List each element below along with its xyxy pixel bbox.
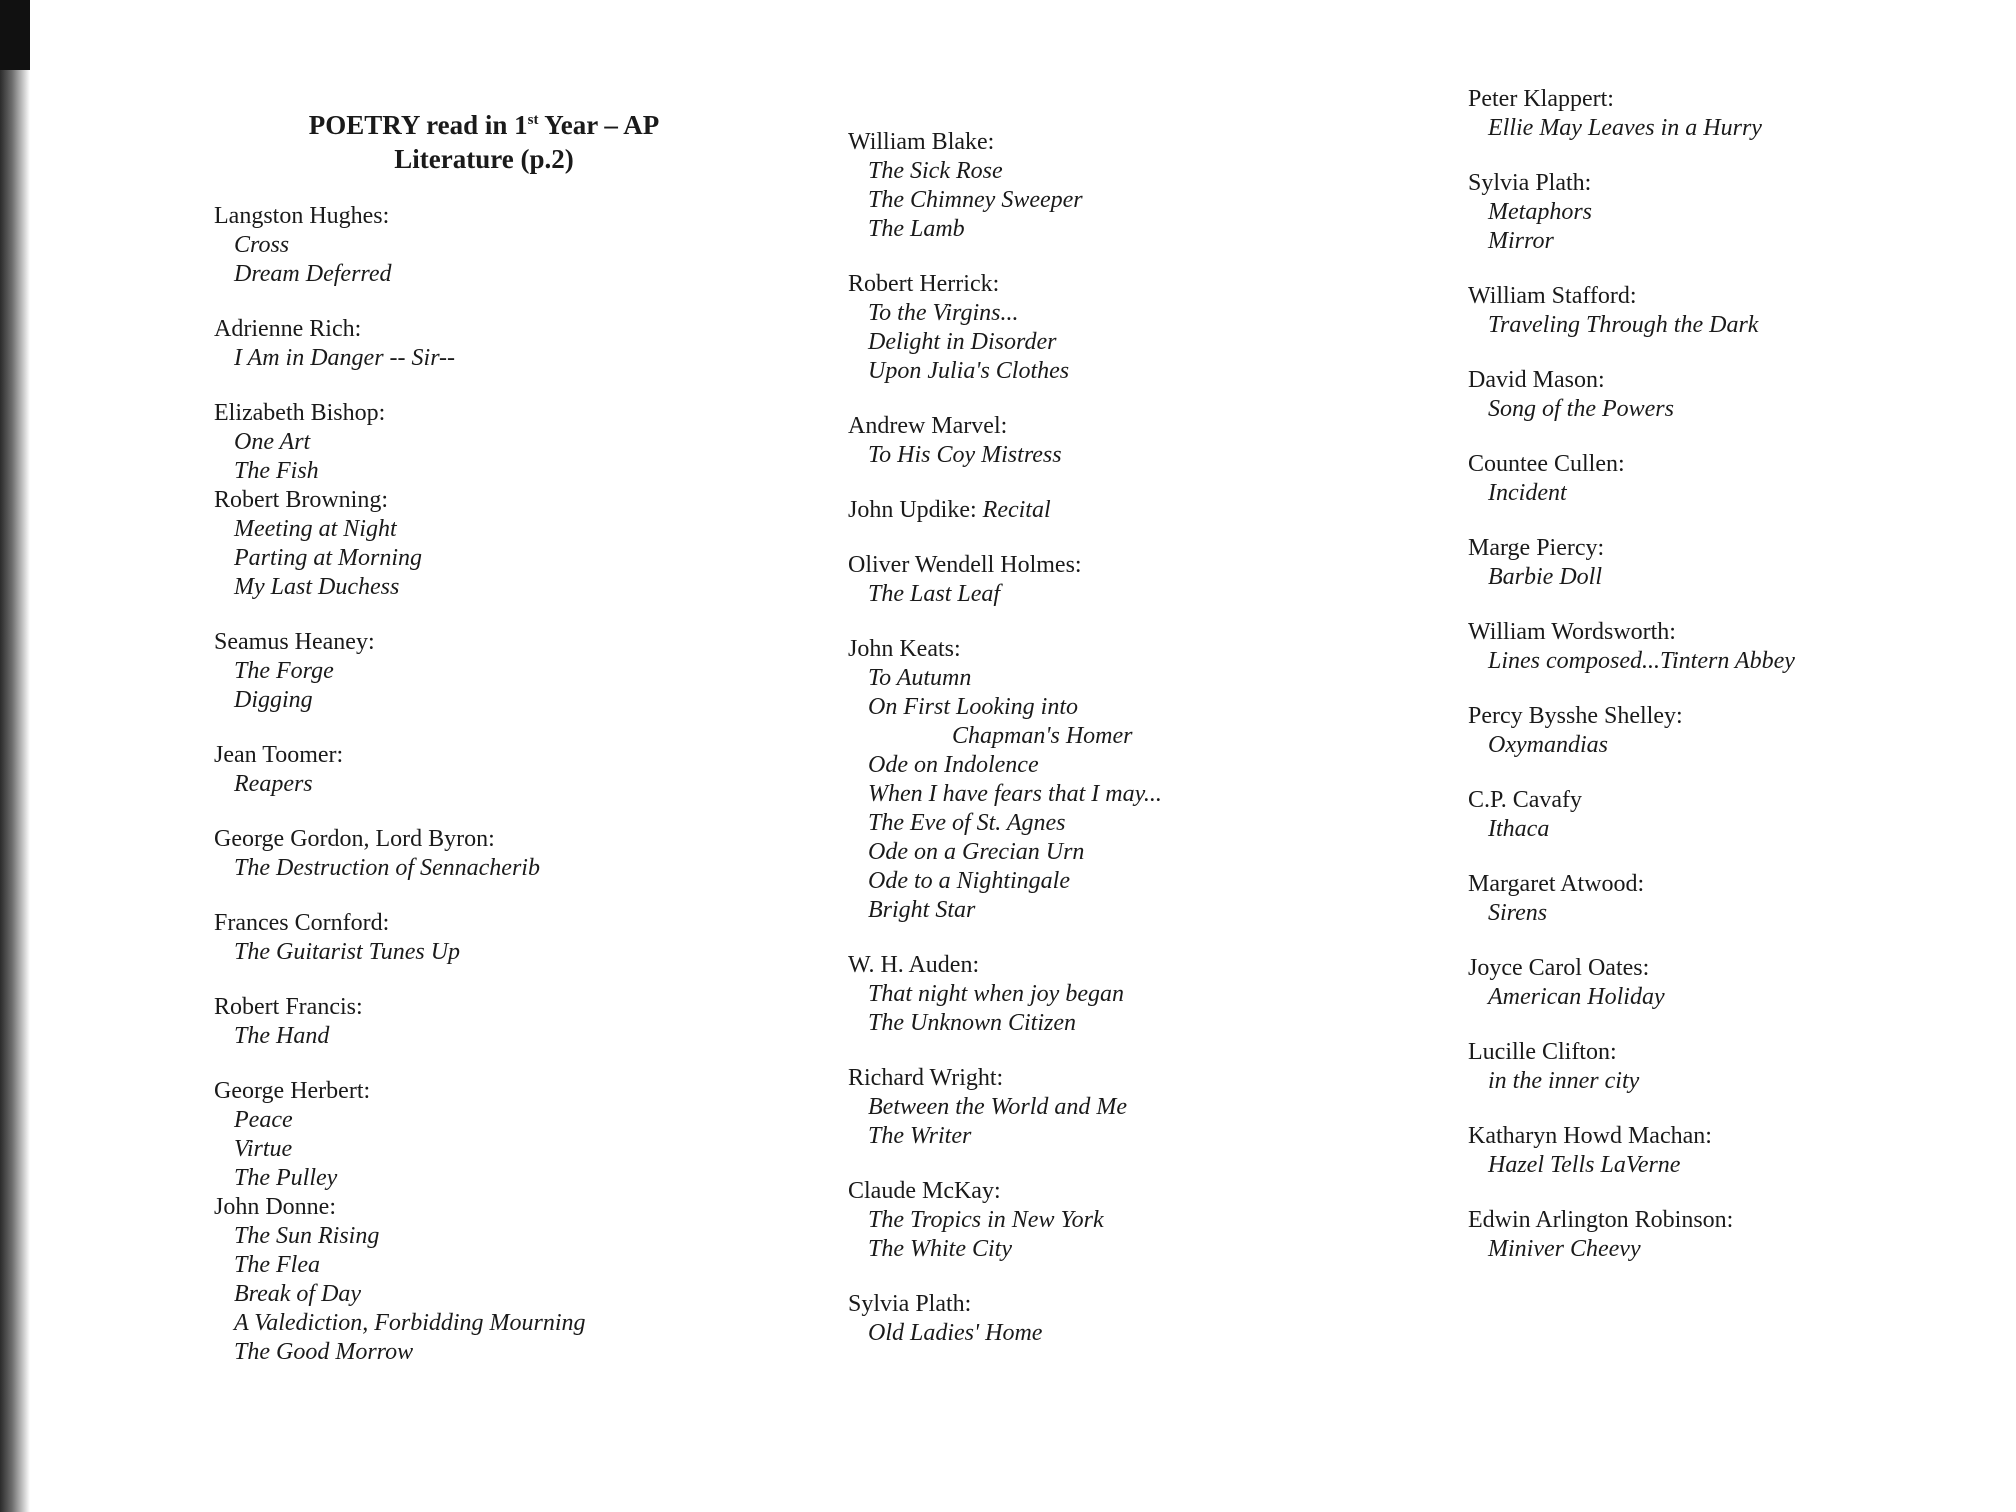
poem-title: Miniver Cheevy: [1488, 1236, 1641, 1262]
poem-title: Recital: [982, 497, 1051, 523]
poet-entry: [848, 128, 1368, 244]
poet-entry: [848, 951, 1368, 1038]
poem-title: Ellie May Leaves in a Hurry: [1488, 115, 1762, 141]
poet-entry: [848, 496, 1368, 525]
poet-name: Claude McKay:: [848, 1178, 1001, 1204]
poet-entry: [1468, 954, 1988, 1012]
poem-title: The Hand: [234, 1023, 330, 1049]
poet-name: John Keats:: [848, 636, 961, 662]
poem-title: Peace: [234, 1107, 293, 1133]
poem-title: The White City: [868, 1236, 1012, 1262]
poem-title: Ode on Indolence: [868, 752, 1039, 778]
poet-entry: [1468, 366, 1988, 424]
poet-name: C.P. Cavafy: [1468, 787, 1582, 813]
poem-title: Mirror: [1488, 228, 1554, 254]
poem-title: The Destruction of Sennacherib: [234, 855, 540, 881]
poet-name: Frances Cornford:: [214, 910, 390, 936]
column-1: [214, 108, 774, 1393]
poet-name: W. H. Auden:: [848, 952, 980, 978]
poem-title: Sirens: [1488, 900, 1548, 926]
poet-entry: [214, 1077, 774, 1193]
page-title: [274, 108, 694, 176]
poem-title: Upon Julia's Clothes: [868, 358, 1070, 384]
poem-title: Incident: [1488, 480, 1567, 506]
poet-name: Langston Hughes:: [214, 203, 390, 229]
poem-title: The Chimney Sweeper: [868, 187, 1083, 213]
poet-entry: [214, 202, 774, 289]
title-suffix: Year – AP: [538, 110, 660, 140]
poet-name-with-poem: [848, 496, 1368, 525]
poem-title: Parting at Morning: [234, 545, 423, 571]
poet-entry: [848, 1177, 1368, 1264]
poem-title: When I have fears that I may...: [868, 781, 1162, 807]
poet-entry: [848, 1064, 1368, 1151]
poet-entry: [1468, 534, 1988, 592]
poet-entry: [214, 486, 774, 602]
poem-title: Hazel Tells LaVerne: [1488, 1152, 1681, 1178]
poet-entry: [1468, 786, 1988, 844]
poet-name: Jean Toomer:: [214, 742, 344, 768]
column-2: [848, 128, 1368, 1374]
poet-name: Sylvia Plath:: [1468, 170, 1592, 196]
poet-entry: [214, 399, 774, 486]
title-superscript: st: [527, 112, 539, 128]
poet-entry: [1468, 282, 1988, 340]
poem-title: Ode to a Nightingale: [868, 868, 1070, 894]
poet-name: William Stafford:: [1468, 283, 1637, 309]
poem-title: Delight in Disorder: [868, 329, 1057, 355]
poem-title: Traveling Through the Dark: [1488, 312, 1759, 338]
poet-entry: [214, 1193, 774, 1367]
poem-title: The Last Leaf: [868, 581, 1001, 607]
poet-entry: [848, 635, 1368, 925]
poet-name: Robert Herrick:: [848, 271, 1000, 297]
poet-name: Lucille Clifton:: [1468, 1039, 1617, 1065]
poet-name: Andrew Marvel:: [848, 413, 1008, 439]
poet-name: William Blake:: [848, 129, 995, 155]
poem-title: One Art: [234, 429, 311, 455]
poem-title: Digging: [234, 687, 313, 713]
poem-title: The Pulley: [234, 1165, 338, 1191]
poem-title-continuation: Chapman's Homer: [952, 723, 1133, 749]
poet-name: Marge Piercy:: [1468, 535, 1605, 561]
poet-entry: [1468, 702, 1988, 760]
poet-entry: [214, 909, 774, 967]
poem-title: Lines composed...Tintern Abbey: [1488, 648, 1795, 674]
poet-name: John Donne:: [214, 1194, 336, 1220]
poem-title: The Forge: [234, 658, 334, 684]
poet-name: John Updike:: [848, 497, 977, 523]
poem-title: The Unknown Citizen: [868, 1010, 1076, 1036]
poem-title: Old Ladies' Home: [868, 1320, 1043, 1346]
poem-title: The Flea: [234, 1252, 320, 1278]
poet-entry: [1468, 85, 1988, 143]
poet-entry: [1468, 1206, 1988, 1264]
poet-entry: [214, 741, 774, 799]
poem-title: The Good Morrow: [234, 1339, 414, 1365]
poet-name: Adrienne Rich:: [214, 316, 362, 342]
poem-title: Ithaca: [1488, 816, 1550, 842]
poet-name: Seamus Heaney:: [214, 629, 375, 655]
poet-name: David Mason:: [1468, 367, 1605, 393]
poem-title: Reapers: [234, 771, 313, 797]
poem-title: Ode on a Grecian Urn: [868, 839, 1085, 865]
poet-name: William Wordsworth:: [1468, 619, 1676, 645]
poet-name: Percy Bysshe Shelley:: [1468, 703, 1683, 729]
poem-title: The Writer: [868, 1123, 972, 1149]
poet-entry: [1468, 1122, 1988, 1180]
poet-name: Robert Browning:: [214, 487, 388, 513]
poet-entry: [1468, 870, 1988, 928]
poem-title: On First Looking into: [868, 694, 1079, 720]
poet-name: Elizabeth Bishop:: [214, 400, 386, 426]
poem-title: The Eve of St. Agnes: [868, 810, 1066, 836]
poem-title: A Valediction, Forbidding Mourning: [234, 1310, 586, 1336]
poem-title: The Sun Rising: [234, 1223, 380, 1249]
poet-entry: [214, 628, 774, 715]
poem-title: Cross: [234, 232, 290, 258]
poem-title: Metaphors: [1488, 199, 1592, 225]
poet-entry: [214, 993, 774, 1051]
poet-entry: [848, 412, 1368, 470]
poet-entry: [848, 1290, 1368, 1348]
poet-name: George Herbert:: [214, 1078, 371, 1104]
poet-name: Sylvia Plath:: [848, 1291, 972, 1317]
poem-title: in the inner city: [1488, 1068, 1640, 1094]
poet-name: Peter Klappert:: [1468, 86, 1614, 112]
column-3: [1468, 85, 1988, 1290]
poem-title: The Lamb: [868, 216, 965, 242]
poet-entry: [1468, 450, 1988, 508]
poet-entry: [214, 315, 774, 373]
poem-title: The Sick Rose: [868, 158, 1003, 184]
poem-title: Dream Deferred: [234, 261, 392, 287]
poem-title: American Holiday: [1488, 984, 1665, 1010]
title-line-2: Literature (p.2): [394, 144, 574, 174]
poem-title: My Last Duchess: [234, 574, 400, 600]
poet-entry: [1468, 1038, 1988, 1096]
poem-title: Barbie Doll: [1488, 564, 1602, 590]
poem-title: Virtue: [234, 1136, 293, 1162]
poem-title: To His Coy Mistress: [868, 442, 1062, 468]
poem-title: Break of Day: [234, 1281, 362, 1307]
poem-title: Oxymandias: [1488, 732, 1608, 758]
poem-title: To the Virgins...: [868, 300, 1019, 326]
page-edge-shadow: [0, 0, 30, 1512]
poem-title: To Autumn: [868, 665, 972, 691]
title-prefix: POETRY read in 1: [308, 110, 528, 140]
poet-name: Robert Francis:: [214, 994, 363, 1020]
poem-title: Meeting at Night: [234, 516, 397, 542]
poem-title: Bright Star: [868, 897, 976, 923]
poem-title: The Tropics in New York: [868, 1207, 1104, 1233]
poem-title: I Am in Danger -- Sir--: [234, 345, 456, 371]
poet-entry: [848, 551, 1368, 609]
poem-title: The Guitarist Tunes Up: [234, 939, 461, 965]
poet-entry: [1468, 618, 1988, 676]
poet-name: Oliver Wendell Holmes:: [848, 552, 1082, 578]
poet-name: Margaret Atwood:: [1468, 871, 1645, 897]
poem-title: Song of the Powers: [1488, 396, 1674, 422]
poem-title: The Fish: [234, 458, 319, 484]
poem-title: Between the World and Me: [868, 1094, 1128, 1120]
poet-name: Katharyn Howd Machan:: [1468, 1123, 1712, 1149]
poet-name: Joyce Carol Oates:: [1468, 955, 1650, 981]
poet-entry: [214, 825, 774, 883]
poet-entry: [1468, 169, 1988, 256]
poet-entry: [848, 270, 1368, 386]
poem-title: That night when joy began: [868, 981, 1124, 1007]
poet-name: Richard Wright:: [848, 1065, 1004, 1091]
poet-name: Countee Cullen:: [1468, 451, 1625, 477]
poet-name: George Gordon, Lord Byron:: [214, 826, 495, 852]
poet-name: Edwin Arlington Robinson:: [1468, 1207, 1734, 1233]
